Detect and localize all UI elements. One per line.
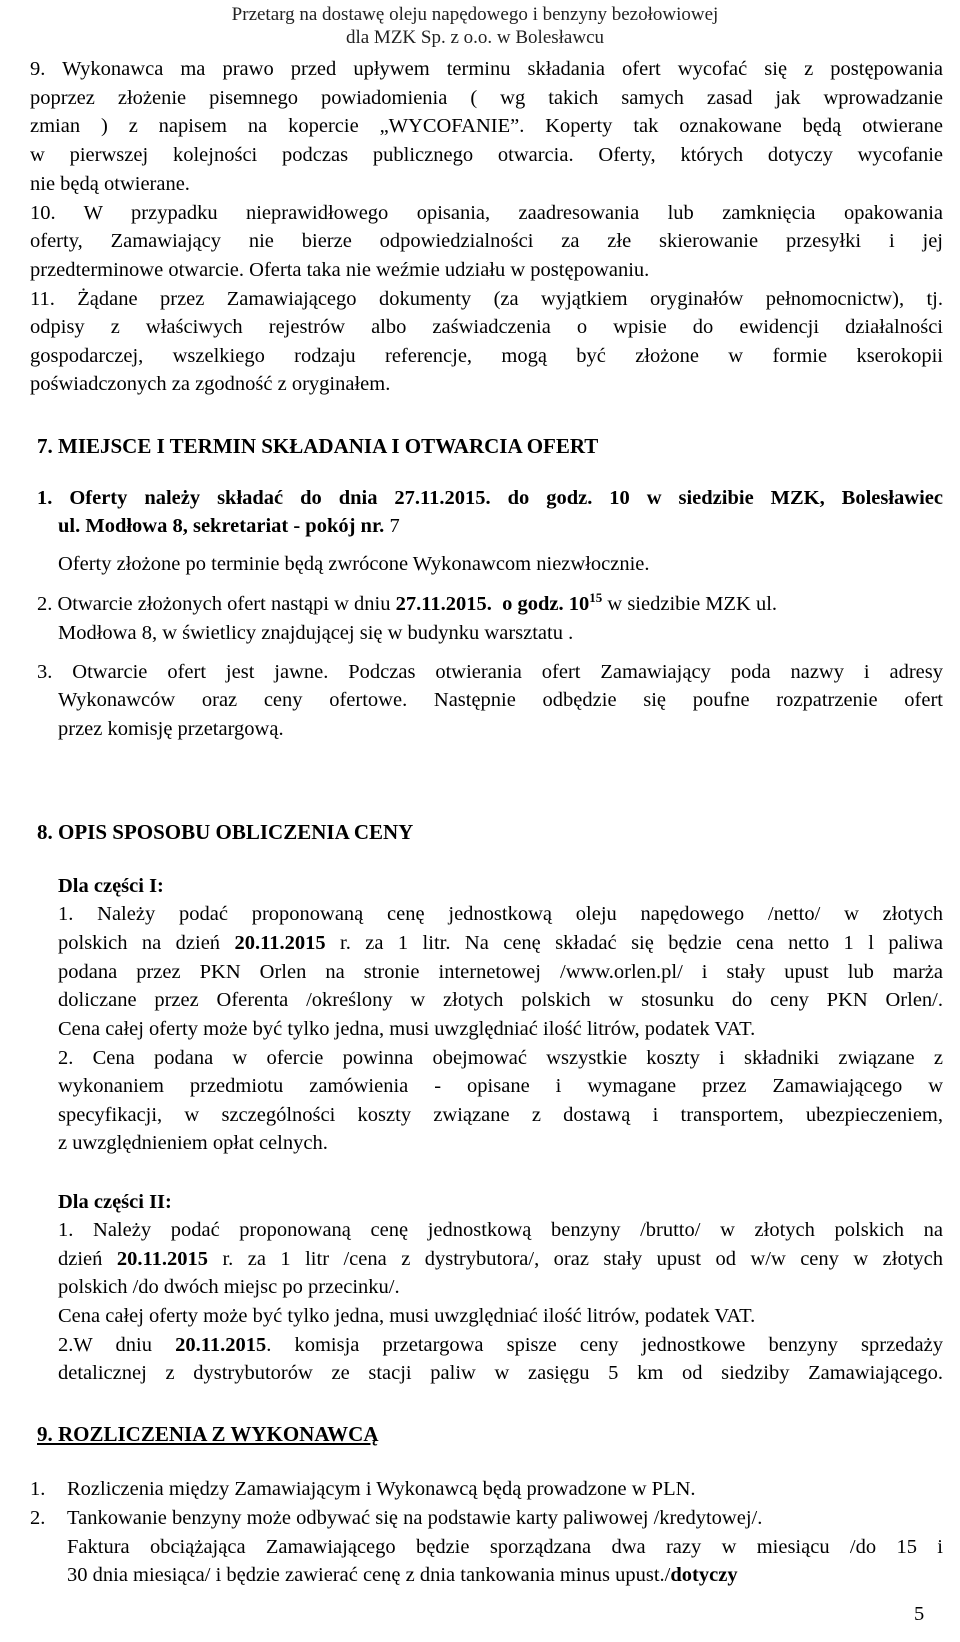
part-1-line-3: podana przez PKN Orlen na stronie internetowej /www.orlen.pl/ i stały upust lub marża — [58, 961, 943, 983]
part-1-line-9: z uwzględnieniem opłat celnych. — [58, 1132, 328, 1154]
part-1-label: Dla części I: — [58, 875, 164, 897]
section-9-item-2-number: 2. — [30, 1507, 46, 1529]
room-number: 7 — [384, 515, 400, 537]
item-11-line-2: odpisy z właściwych rejestrów albo zaświadczenia o wpisie do ewidencji działalności — [30, 316, 943, 338]
item-10-line-1: 10. W przypadku nieprawidłowego opisania, zaadresowania lub zamknięcia opakowania — [30, 202, 943, 224]
part-2-label: Dla części II: — [58, 1191, 172, 1213]
part-2-count-date: 20.11.2015 — [175, 1334, 267, 1356]
item-9-line-4: w pierwszej kolejności podczas publicznego otwarcia. Oferty, których dotyczy wycofanie — [30, 144, 943, 166]
part-2-line-3: polskich /do dwóch miejsc po przecinku/. — [58, 1276, 400, 1298]
item-11-line-3: gospodarczej, wszelkiego rodzaju referencje, mogą być złożone w formie kserokopii — [30, 345, 943, 367]
part-2-count-prefix: 2.W dniu — [58, 1334, 176, 1356]
part-1-line-4: doliczane przez Oferenta /określony w złotych polskich w stosunku do ceny PKN Orlen/. — [58, 989, 943, 1011]
part-2-date: 20.11.2015 — [116, 1248, 208, 1270]
page-number: 5 — [914, 1603, 925, 1625]
part-1-line-5: Cena całej oferty może być tylko jedna, musi uwzględniać ilość litrów, podatek VAT. — [58, 1018, 756, 1040]
submission-place: ul. Modłowa 8, sekretariat - pokój nr. — [58, 515, 385, 537]
part-1-line-8: specyfikacji, w szczególności koszty związane z dostawą i transportem, ubezpieczeniem, — [58, 1104, 943, 1126]
section-7-point-1-line-3: Oferty złożone po terminie będą zwrócone Wykonawcom niezwłocznie. — [58, 553, 650, 575]
item-9-line-2: poprzez złożenie pisemnego powiadomienia ( wg takich samych zasad jak wprowadzanie — [30, 87, 943, 109]
document-header-line-1: Przetarg na dostawę oleju napędowego i benzyny bezołowiowej — [231, 4, 719, 25]
part-2-line-5 — [58, 1333, 943, 1357]
item-10-line-3: przedterminowe otwarcie. Oferta taka nie weźmie udziału w postępowaniu. — [30, 259, 650, 281]
part-1-line-7: wykonaniem przedmiotu zamówienia - opisane i wymagane przez Zamawiającego w — [58, 1075, 943, 1097]
opening-hour: 10 — [568, 593, 590, 615]
item-9-line-1: 9. Wykonawca ma prawo przed upływem terminu składania ofert wycofać się z postępowania — [30, 58, 943, 80]
section-7-point-2-line-1 — [37, 592, 777, 616]
section-7-point-3-line-1: 3. Otwarcie ofert jest jawne. Podczas otwierania ofert Zamawiający poda nazwy i adresy — [37, 661, 943, 683]
part-2-line-1: 1. Należy podać proponowaną cenę jednostkową benzyny /brutto/ w złotych polskich na — [58, 1219, 943, 1241]
part-1-date-suffix: r. za 1 litr. Na cenę składać się będzie cena netto 1 l paliwa — [325, 932, 943, 954]
part-1-date-prefix: polskich na dzień — [58, 932, 235, 954]
document-header-line-2: dla MZK Sp. z o.o. w Bolesławcu — [345, 27, 605, 48]
section-7-point-1-line-2 — [58, 514, 400, 538]
part-1-date: 20.11.2015 — [234, 932, 326, 954]
part-2-line-2 — [58, 1247, 943, 1271]
section-9-item-1-number: 1. — [30, 1478, 46, 1500]
part-2-date-suffix: r. za 1 litr /cena z dystrybutora/, oraz stały upust od w/w ceny w złotych — [207, 1248, 943, 1270]
item-9-line-3: zmian ) z napisem na kopercie „WYCOFANIE”. Koperty tak oznakowane będą otwierane — [30, 115, 943, 137]
section-7-point-3-line-2: Wykonawców oraz ceny ofertowe. Następnie odbędzie się poufne rozpatrzenie ofert — [58, 689, 943, 711]
part-2-date-prefix: dzień — [58, 1248, 117, 1270]
section-8-heading: 8. OPIS SPOSOBU OBLICZENIA CENY — [37, 820, 414, 844]
part-2-line-6: detalicznej z dystrybutorów ze stacji paliw w zasięgu 5 km od siedziby Zamawiającego. — [58, 1362, 943, 1384]
item-9-line-5: nie będą otwierane. — [30, 173, 190, 195]
section-7-point-2-line-2: Modłowa 8, w świetlicy znajdującej się w budynku warsztatu . — [58, 622, 574, 644]
billing-continued: dotyczy — [670, 1564, 738, 1586]
section-7-heading: 7. MIEJSCE I TERMIN SKŁADANIA I OTWARCIA OFERT — [37, 434, 599, 458]
billing-text: 30 dnia miesiąca/ i będzie zawierać cenę z dnia tankowania minus upust./ — [67, 1564, 671, 1586]
item-11-line-1: 11. Żądane przez Zamawiającego dokumenty (za wyjątkiem oryginałów pełnomocnictw), tj. — [30, 288, 943, 310]
section-9-item-2-line-2: Faktura obciążająca Zamawiającego będzie sporządzana dwa razy w miesiącu /do 15 i — [67, 1536, 943, 1558]
opening-date: 27.11.2015. — [395, 593, 492, 615]
section-9-item-2-line-3 — [67, 1563, 738, 1587]
part-2-line-4: Cena całej oferty może być tylko jedna, musi uwzględniać ilość litrów, podatek VAT. — [58, 1305, 756, 1327]
opening-text: 2. Otwarcie złożonych ofert nastąpi w dniu — [37, 593, 396, 615]
item-10-line-2: oferty, Zamawiający nie bierze odpowiedzialności za złe skierowanie przesyłki i jej — [30, 230, 943, 252]
opening-place: w siedzibie MZK ul. — [602, 593, 778, 615]
opening-hour-label: o godz. — [491, 593, 569, 615]
section-9-item-1-text: Rozliczenia między Zamawiającym i Wykonawcą będą prowadzone w PLN. — [67, 1478, 696, 1500]
part-1-line-6: 2. Cena podana w ofercie powinna obejmować wszystkie koszty i składniki związane z — [58, 1047, 943, 1069]
item-11-line-4: poświadczonych za zgodność z oryginałem. — [30, 373, 391, 395]
part-2-count-suffix: . komisja przetargowa spisze ceny jednostkowe benzyny sprzedaży — [266, 1334, 943, 1356]
section-7-point-1-line-1: 1. Oferty należy składać do dnia 27.11.2015. do godz. 10 w siedzibie MZK, Bolesławiec — [37, 487, 943, 509]
opening-minutes: 15 — [589, 590, 603, 606]
section-7-point-3-line-3: przez komisję przetargową. — [58, 718, 284, 740]
section-9-item-2-line-1: Tankowanie benzyny może odbywać się na podstawie karty paliwowej /kredytowej/. — [67, 1507, 763, 1529]
part-1-line-2 — [58, 931, 943, 955]
part-1-line-1: 1. Należy podać proponowaną cenę jednostkową oleju napędowego /netto/ w złotych — [58, 903, 943, 925]
section-9-heading: 9. ROZLICZENIA Z WYKONAWCĄ — [37, 1422, 379, 1446]
